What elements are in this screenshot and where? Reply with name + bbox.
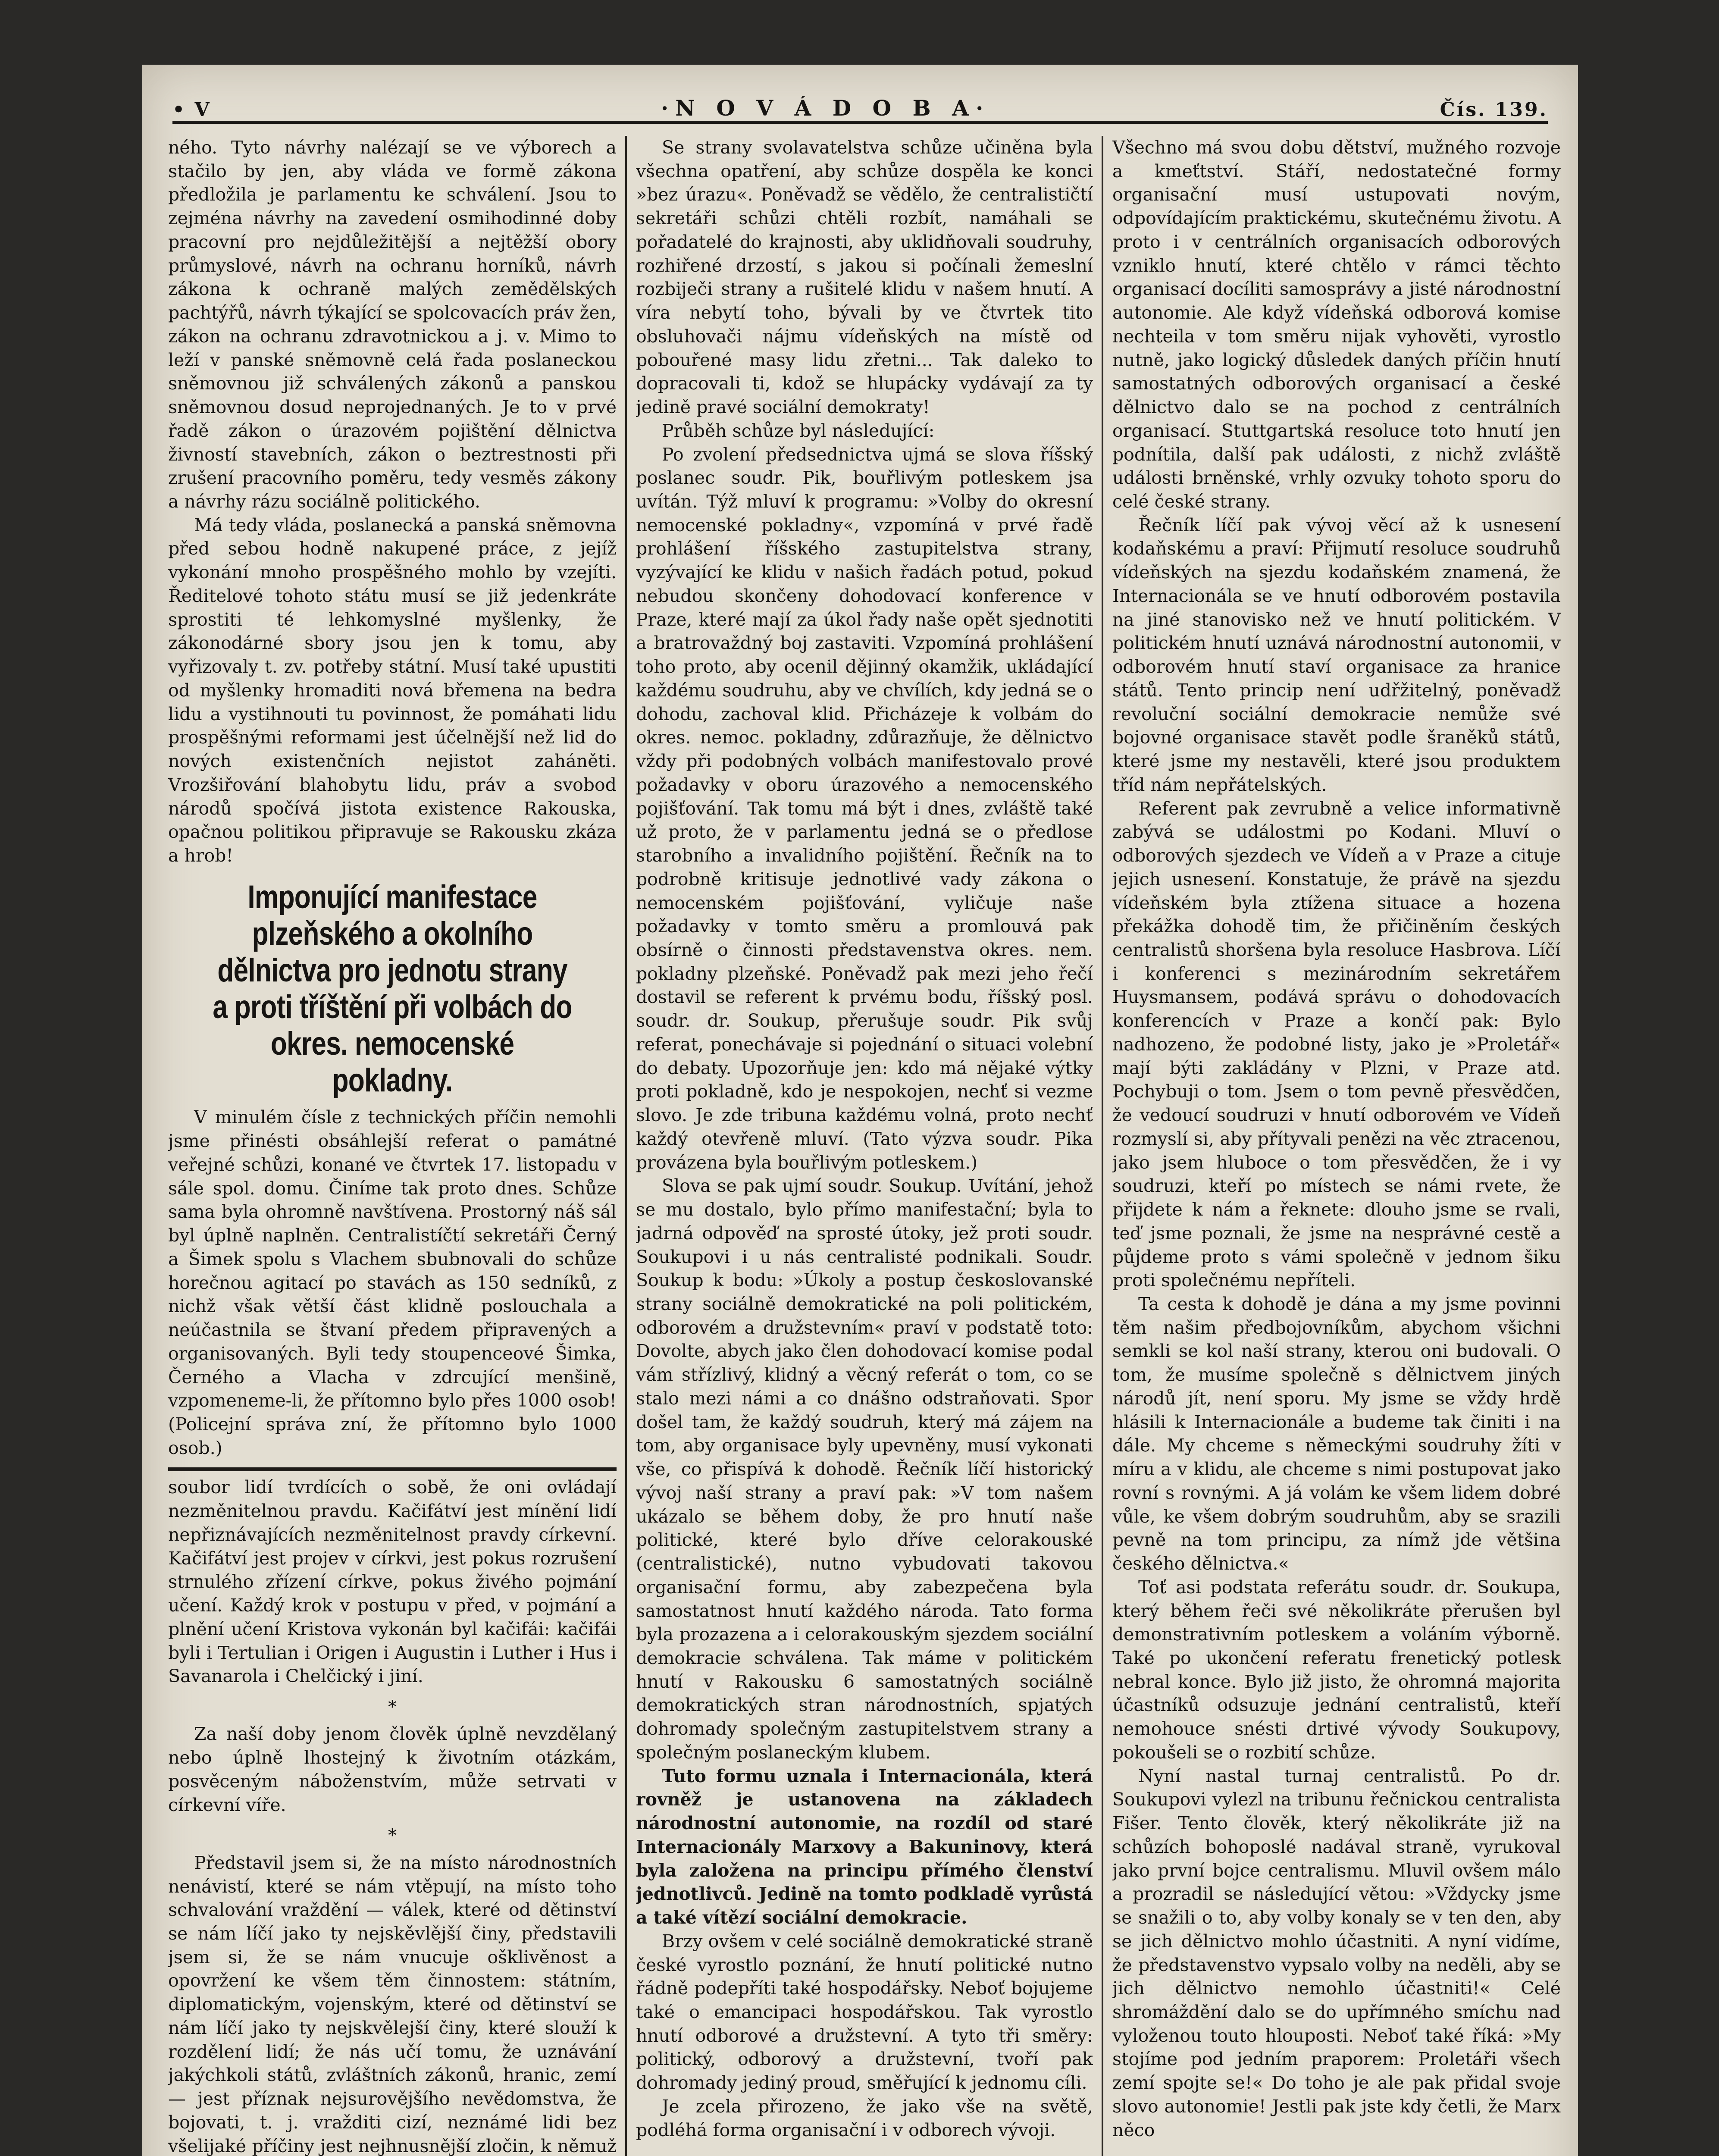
newspaper-title: ·N O V Á D O B A· xyxy=(661,95,990,121)
article-paragraph: Všechno má svou dobu dětství, mužného rozvoje a kmeťtství. Stáří, nedostatečné formy organisační musí ustupovati novým, odpovídajícím praktickému, skutečnému životu. A proto i v centrálních organisacích odborových vzniklo hnutí, které chtělo v rámci těchto organisací docíliti samosprávy a jisté národnostní autonomie. Ale když vídeňská odborová komise nechteila v tom směru nijak vyhověti, vyrostlo nutně, jako logický důsledek daných příčin hnutí samostatných odborových organisací a české dělnictvo dalo se na pochod z centrálních organisací. Stuttgartská resoluce toto hnutí jen podnítila, další pak události, z nichž zvláště události brněnské, vrhly ozvuky tohoto sporu do celé české strany. xyxy=(1112,137,1561,512)
article-paragraph: Má tedy vláda, poslanecká a panská sněmovna před sebou hodně nakupené práce, z jejíž vykonání mnoho prospěšného mohlo by vzejíti. Ředitelové tohoto státu musí se již jedenkráte sprostiti té lehkomyslné myšlenky, že zákonodárné sbory jsou jen k tomu, aby vyřizovaly t. zv. potřeby státní. Musí také upustiti od myšlenky hromaditi nová břemena na bedra lidu a vystihnouti tu povinnost, že pomáhati lidu prospěšnými reformami jest účelnější než lid do nových existenčních nejistot zaháněti. Vrozšiřování blahobytu lidu, práv a svobod národů spočívá jistota existence Rakouska, opačnou politikou připravuje se Rakousku zkáza a hrob! xyxy=(168,514,617,866)
column-divider xyxy=(625,136,627,2156)
article-paragraph: Průběh schůze byl následující: xyxy=(662,420,935,441)
article-paragraph: ného. Tyto návrhy nalézají se ve výborech a stačilo by jen, aby vláda ve formě zákona předložila je parlamentu ke schválení. Jsou to zejména návrhy na zavedení osmihodinné doby pracovní pro nejdůležitější a nejtěžší obory průmyslové, návrh na ochranu horníků, návrh zákona k ochraně malých zemědělských pachtýřů, návrh týkající se spolcovacích práv žen, zákon na ochranu zdravotnickou a j. v. Mimo to leží v panské sněmovně celá řada poslaneckou sněmovnou již schválených zákonů a panskou sněmovnou dosud neprojednaných. Je to v prvé řadě zákon o úrazovém pojištění dělnictva živností stavebních, zákon o beztrestnosti při zrušení pracovního poměru, tedy vesměs zákony a návrhy rázu sociálně politického. xyxy=(168,137,617,512)
column-divider xyxy=(1102,136,1103,2156)
section-rule xyxy=(168,1467,617,1471)
article-paragraph: Za naší doby jenom člověk úplně nevzdělaný nebo úplně lhostejný k životním otázkám, posvěceným náboženstvím, může setrvati v církevní víře. xyxy=(168,1724,617,1815)
column-3 xyxy=(1112,136,1561,2156)
article-paragraph: Po zvolení předsednictva ujmá se slova říšský poslanec soudr. Pik, bouřlivým potleskem jsa uvítán. Týž mluví k programu: »Volby do okresní nemocenské pokladny«, vzpomíná v prvé řadě prohlášení říšského zastupitelstva strany, vyzývající ke klidu v našich řadách potud, pokud nebudou skončeny dohodovací konference v Praze, které mají za úkol řady naše opět sjednotiti a bratrovaždný boj zastaviti. Vzpomíná prohlášení toho proto, aby ocenil dějinný okamžik, ukládající každému soudruhu, aby ve chvílích, kdy jedná se o dohodu, zachoval klid. Přicházeje k volbám do okres. nemoc. pokladny, zdůrazňuje, že dělnictvo vždy při podobných volbách manifestovalo prové požadavky v oboru úrazového a nemocenského pojišťování. Tak tomu má být i dnes, zvláště také už proto, že v parlamentu jedná se o předlose starobního a invalidního pojištění. Řečník na to podrobně kritisuje jednotlivé vady zákona o nemocenském pojišťování, vyličuje naše požadavky v tomto směru a promlouvá pak obsírně o činnosti představenstva okres. nem. pokladny plzeňské. Poněvadž pak mezi jeho řečí dostavil se referent k prvému bodu, říšský posl. soudr. dr. Soukup, přerušuje soudr. Pik svůj referat, ponechávaje si pojednání o situaci volební do debaty. Upozorňuje jen: kdo má nějaké výtky proti pokladně, kdo je nespokojen, nechť si vezme slovo. Je zde tribuna každému volná, proto nechť každý otevřeně mluví. (Tato výzva soudr. Pika provázena byla bouřlivým potleskem.) xyxy=(636,444,1093,1173)
article-paragraph: Tuto formu uznala i Internacionála, která rovněž je ustanovena na základech národnostní autonomie, na rozdíl od staré Internacionály Marxovy a Bakuninovy, která byla založena na principu přímého členství jednotlivců. Jedině na tomto podkladě vyrůstá a také vítězí sociální demokracie. xyxy=(636,1765,1093,1928)
article-paragraph: V minulém čísle z technických příčin nemohli jsme přinésti obsáhlejší referat o památné veřejné schůzi, konané ve čtvrtek 17. listopadu v sále spol. domu. Činíme tak proto dnes. Schůze sama byla ohromně navštívena. Prostorný náš sál byl úplně naplněn. Centralistíčtí sekretáři Černý a Šimek spolu s Vlachem sbubnovali do schůze horečnou agitací po stavách as 150 sedníků, z nichž však větší část klidně poslouchala a neúčastnila se štvaní předem připravených a organisovaných. Byli tedy stoupenceové Šimka, Černého a Vlacha v zdrcující menšině, vzpomeneme-li, že přítomno bylo přes 1000 osob! (Policejní správa zní, že přítomno bylo 1000 osob.) xyxy=(168,1107,617,1458)
separator-asterisk: * xyxy=(388,1826,397,1846)
article-paragraph: Představil jsem si, že na místo národnostních nenávistí, které se nám vtěpují, na místo toho schvalování vraždění — válek, které od dětinství se nám líčí jako ty nejskěvlější činy, představili jsem si, že se nám vnucuje ošklivěnost a opovržení ke všem těm činnostem: státním, diplomatickým, vojenským, které od dětinství se nám líčí jako ty nejskvělejší činy, které slouží k rozdělení lidí; že nás učí tomu, že uznávání jakýchkoli států, zvláštních zákonů, hranic, zemí — jest příznak nejsurovějšího nevědomstva, že bojovati, t. j. vražditi cizí, neznámé lidi bez všelijaké příčiny jest nejhnusnější zločin, k němuž xyxy=(168,1852,617,2156)
article-paragraph: Ta cesta k dohodě je dána a my jsme povinni těm našim předbojovníkům, abychom všichni semkli se kol naší strany, kterou oni budovali. O tom, že musíme společně s dělnictvem jiných národů jít, není sporu. My jsme se vždy hrdě hlásili k Internacionále a budeme tak činiti i na dále. My chceme s německými soudruhy žíti v míru a v klidu, ale chceme s nimi postupovat jako rovní s rovnými. A já volám ke všem lidem dobré vůle, ke všem dobrým soudruhům, aby se srazili pevně na tom principu, za nímž jde většina českého dělnictva.« xyxy=(1112,1293,1561,1574)
masthead xyxy=(172,73,1548,124)
separator-asterisk: * xyxy=(388,1697,397,1717)
article-paragraph: soubor lidí tvrdících o sobě, že oni ovládají nezměnitelnou pravdu. Kačifátví jest mínění lidí nepřiznávajících nezměnitelnost pravdy církevní. Kačifátví jest projev v církvi, jest pokus rozrušení strnulého zřízení církve, pokus živého pojmání učení. Každý krok v postupu v před, v pojmání a plnění učení Kristova vykonán byl kačifái: kačifái byli i Tertulian i Origen i Augustin i Luther i Hus i Savanarola i Chelčický i jiní. xyxy=(168,1477,617,1687)
article-paragraph: Řečník líčí pak vývoj věcí až k usnesení kodaňskému a praví: Přijmutí resoluce soudruhů vídeňských na sjezdu kodaňském znamená, že Internacionála se ve hnutí odborovém postavila na jiné stanovisko než ve hnutí politickém. V politickém hnutí uznává národnostní autonomii, v odborovém hnutí staví organisace za hranice států. Tento princip není udřžitelný, poněvadž revoluční sociální demokracie nemůže své bojovné organisace stavět podle šraněků států, které jsme my nestavěli, které jsou produktem tříd nám nepřátelských. xyxy=(1112,514,1561,795)
column-1 xyxy=(168,136,617,2156)
article-paragraph: Toť asi podstata referátu soudr. dr. Soukupa, který během řeči své několikráte přerušen byl demonstrativním potleskem a voláním výborně. Také po ukončení referatu frenetický potlesk nebral konce. Bylo již jisto, že ohromná majorita účastníků odsuzuje jednání centralistů, kteří nemohouce snésti drtivé vývody Soukupovy, pokoušeli se o rozbití schůze. xyxy=(1112,1576,1561,1763)
article-paragraph: Referent pak zevrubně a velice informativně zabývá se událostmi po Kodani. Mluví o odborových sjezdech ve Vídeň a v Praze a cituje jejich usnesení. Konstatuje, že právě na sjezdu vídeňském byla ztížena situace a hozena překážka dohodě tim, že přičiněním českých centralistů shoršena byla resoluce Hasbrova. Líčí i konferenci s mezinárodním sekretářem Huysmansem, podává správu o dohodovacích konferencích v Praze a končí pak: Bylo nadhozeno, že podobné listy, jako je »Proletář« mají býti zakládány v Plzni, v Praze atd. Pochybuji o tom. Jsem o tom pevně přesvědčen, že vedoucí soudruzi v hnutí odborovém ve Vídeň rozmyslí si, aby přítyvali penězi na věc ztracenou, jako jsem hluboce o tom přesvědčen, že i vy soudruzi, kteří po místech se námi rvete, že přijdete k nám a řeknete: dlouho jsme se rvali, teď jsme poznali, že jsme na nesprávné cestě a půjdeme proto s vámi společně v jednom šiku proti společnému nepříteli. xyxy=(1112,798,1561,1291)
article-paragraph: Brzy ovšem v celé sociálně demokratické straně české vyrostlo poznání, že hnutí politické nutno řádně podepříti také hospodářsky. Neboť bojujeme také o emancipaci hospodářskou. Tak vyrostlo hnutí odborové a družstevní. A tyto tři směry: politický, odborový a družstevní, tvoří pak dohromady jediný proud, směřující k jednomu cíli. xyxy=(636,1930,1093,2093)
article-paragraph: Se strany svolavatelstva schůze učiněna byla všechna opatření, aby schůze dospěla ke konci »bez úrazu«. Poněvadž se vědělo, že centralističtí sekretáři schůzi chtěli rozbít, namáhali se pořadatelé do krajnosti, aby uklidňovali soudruhy, rozhiřené drzostí, s jakou si počínali žemeslní rozbiječi strany a rušitelé klidu v našem hnutí. A víra nebytí toho, bývali by ve čtvrtek tito obsluhovači nájmu vídeňských na místě od pobouřené masy lidu zřetni... Tak daleko to dopracovali ti, kdož se hlupácky vydávají za ty jedině pravé sociální demokraty! xyxy=(636,137,1093,418)
article-paragraph: Slova se pak ujmí soudr. Soukup. Uvítání, jehož se mu dostalo, bylo přímo manifestační; byla to jadrná odpověď na sprosté útoky, jež proti soudr. Soukupovi i u nás centralisté podnikali. Soudr. Soukup k bodu: »Úkoly a postup českoslovanské strany sociálně demokratické na poli politickém, odborovém a družstevním« praví v podstatě toto: Dovolte, abych jako člen dohodovací komise podal vám střízlivý, klidný a věcný referát o tom, co se stalo mezi námi a co dnášno odstraňovati. Spor došel tam, že každý soudruh, který má zájem na tom, aby organisace byly upevněny, musí vykonati vše, co přispívá k dohodě. Řečník líčí historický vývoj naší strany a praví pak: »V tom našem ukázalo se během doby, že pro hnutí naše politické, které bylo dříve celorakouské (centralistické), nutno vybudovati takovou organisační formu, aby zabezpečena byla samostatnost hnutí každého národa. Tato forma byla prozazena a i celorakouským sjezdem sociální demokracie schválena. Tak máme v politickém hnutí v Rakousku 6 samostatných sociálně demokratických stran národnostních, spjatých dohromady společným zastupitelstvem strany a společným poslaneckým klubem. xyxy=(636,1175,1093,1763)
article-paragraph: Nyní nastal turnaj centralistů. Po dr. Soukupovi vylezl na tribunu řečnickou centralista Fišer. Tento člověk, který několikráte již na schůzích bohoposlé nadával straně, vyrukoval jako první bojce centralismu. Mluvil ovšem málo a prozradil se následující větou: »Vždycky jsme se snažili o to, aby volby konaly se v ten den, aby se jich dělnictvo mohlo účastniti. A nyní vidíme, že představenstvo vypsalo volby na neděli, aby se jich dělnictvo nemohlo účastniti!« Celé shromáždění dalo se do upřímného smíchu nad vyloženou touto hlouposti. Neboť také říká: »My stojíme pod jedním praporem: Proletáři všech zemí spojte se!« Do toho je ale pak přidal svoje slovo autonomie! Jestli pak jste kdy četli, že Marx něco xyxy=(1112,1765,1561,2140)
masthead-left: • V xyxy=(172,99,211,121)
newspaper-page xyxy=(142,65,1578,2156)
article-headline: Imponující manifestace plzeňského a okolního dělnictva pro jednotu strany a proti tříštění při volbách do okres. nemocenské pokladny. xyxy=(213,878,572,1099)
article-paragraph: Je zcela přirozeno, že jako vše na světě, podléhá forma organisační i v odborech vývoji. xyxy=(636,2096,1093,2140)
issue-number: Čís. 139. xyxy=(1440,99,1548,121)
column-2 xyxy=(636,136,1093,2156)
